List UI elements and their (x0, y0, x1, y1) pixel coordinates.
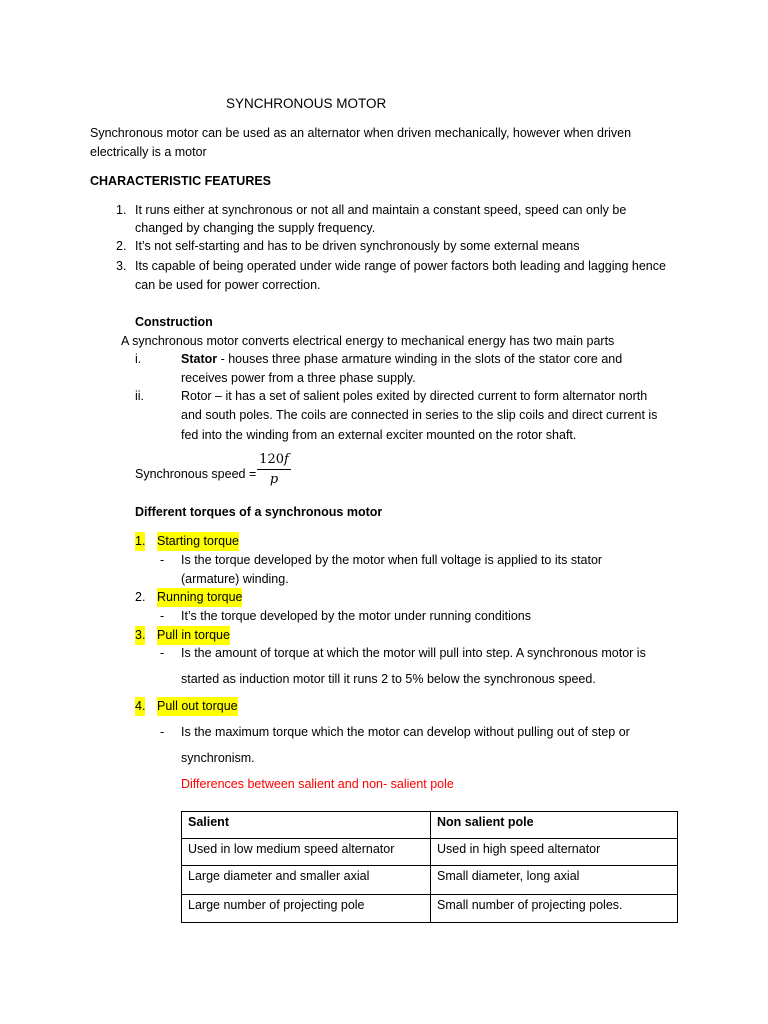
torque-marker: 4. (135, 697, 145, 716)
differences-table (181, 811, 678, 923)
feature-marker: 2. (116, 239, 127, 253)
torques-heading: Different torques of a synchronous motor (135, 505, 383, 519)
part-line: and south poles. The coils are connected in series to the slip coils and direct current is (181, 408, 658, 422)
table-row (182, 866, 678, 895)
feature-line: It’s not self-starting and has to be driven synchronously by some external means (135, 239, 580, 253)
table-header-row (182, 812, 678, 839)
torque-marker: 2. (135, 590, 146, 604)
part-marker: i. (135, 352, 142, 366)
table-cell: Large number of projecting pole (182, 895, 431, 923)
construction-heading: Construction (135, 315, 213, 329)
table-row (182, 839, 678, 866)
torque-line: (armature) winding. (181, 572, 289, 586)
features-heading: CHARACTERISTIC FEATURES (90, 174, 272, 188)
differences-heading: Differences between salient and non- salient pole (181, 777, 454, 791)
table-row (182, 895, 678, 923)
torque-dash: - (160, 609, 165, 623)
page-title: SYNCHRONOUS MOTOR (226, 96, 387, 111)
intro-line-2: electrically is a motor (90, 145, 207, 159)
stator-term: Stator (181, 352, 218, 366)
construction-intro: A synchronous motor converts electrical energy to mechanical energy has two main parts (121, 334, 615, 348)
formula-denominator: p (269, 472, 279, 487)
table-cell: Small diameter, long axial (431, 866, 678, 895)
intro-line-1: Synchronous motor can be used as an alternator when driven mechanically, however when driven (90, 126, 632, 140)
feature-line: can be used for power correction. (135, 278, 321, 292)
torque-marker: 3. (135, 626, 145, 645)
torque-line: Is the maximum torque which the motor can develop without pulling out of step or (181, 725, 630, 739)
torque-dash: - (160, 725, 165, 739)
column-header-non-salient: Non salient pole (431, 812, 678, 839)
torque-label: Running torque (157, 588, 242, 607)
part-marker: ii. (135, 389, 145, 403)
feature-line: changed by changing the supply frequency. (135, 221, 376, 235)
torque-line: Is the amount of torque at which the motor will pull into step. A synchronous motor is (181, 646, 646, 660)
formula-label: Synchronous speed = (135, 467, 257, 481)
part-line: Rotor – it has a set of salient poles exited by directed current to form alternator north (181, 389, 648, 403)
column-header-salient: Salient (182, 812, 431, 839)
torque-line: It’s the torque developed by the motor under running conditions (181, 609, 531, 623)
torque-marker: 1. (135, 532, 145, 551)
torque-label: Starting torque (157, 532, 239, 551)
part-line: fed into the winding from an external exciter mounted on the rotor shaft. (181, 428, 577, 442)
feature-marker: 3. (116, 259, 127, 273)
table-cell: Small number of projecting poles. (431, 895, 678, 923)
table-cell: Large diameter and smaller axial (182, 866, 431, 895)
stator-desc: - houses three phase armature winding in the slots of the stator core and (217, 352, 623, 366)
part-line: receives power from a three phase supply. (181, 371, 416, 385)
formula-numerator-symbol: f (284, 452, 289, 467)
torque-dash: - (160, 553, 165, 567)
table-cell: Used in low medium speed alternator (182, 839, 431, 866)
torque-line: Is the torque developed by the motor when full voltage is applied to its stator (181, 553, 603, 567)
formula-numerator-number: 120 (259, 452, 284, 467)
torque-label: Pull in torque (157, 626, 230, 645)
formula-numerator (257, 452, 291, 470)
torque-label: Pull out torque (157, 697, 238, 716)
speed-formula (257, 452, 291, 488)
torque-dash: - (160, 646, 165, 660)
feature-marker: 1. (116, 203, 127, 217)
torque-line: synchronism. (181, 751, 255, 765)
table-cell: Used in high speed alternator (431, 839, 678, 866)
feature-line: Its capable of being operated under wide range of power factors both leading and lagging hence (135, 259, 666, 273)
part-line (181, 350, 622, 369)
torque-line: started as induction motor till it runs 2 to 5% below the synchronous speed. (181, 672, 596, 686)
feature-line: It runs either at synchronous or not all and maintain a constant speed, speed can only be (135, 203, 627, 217)
